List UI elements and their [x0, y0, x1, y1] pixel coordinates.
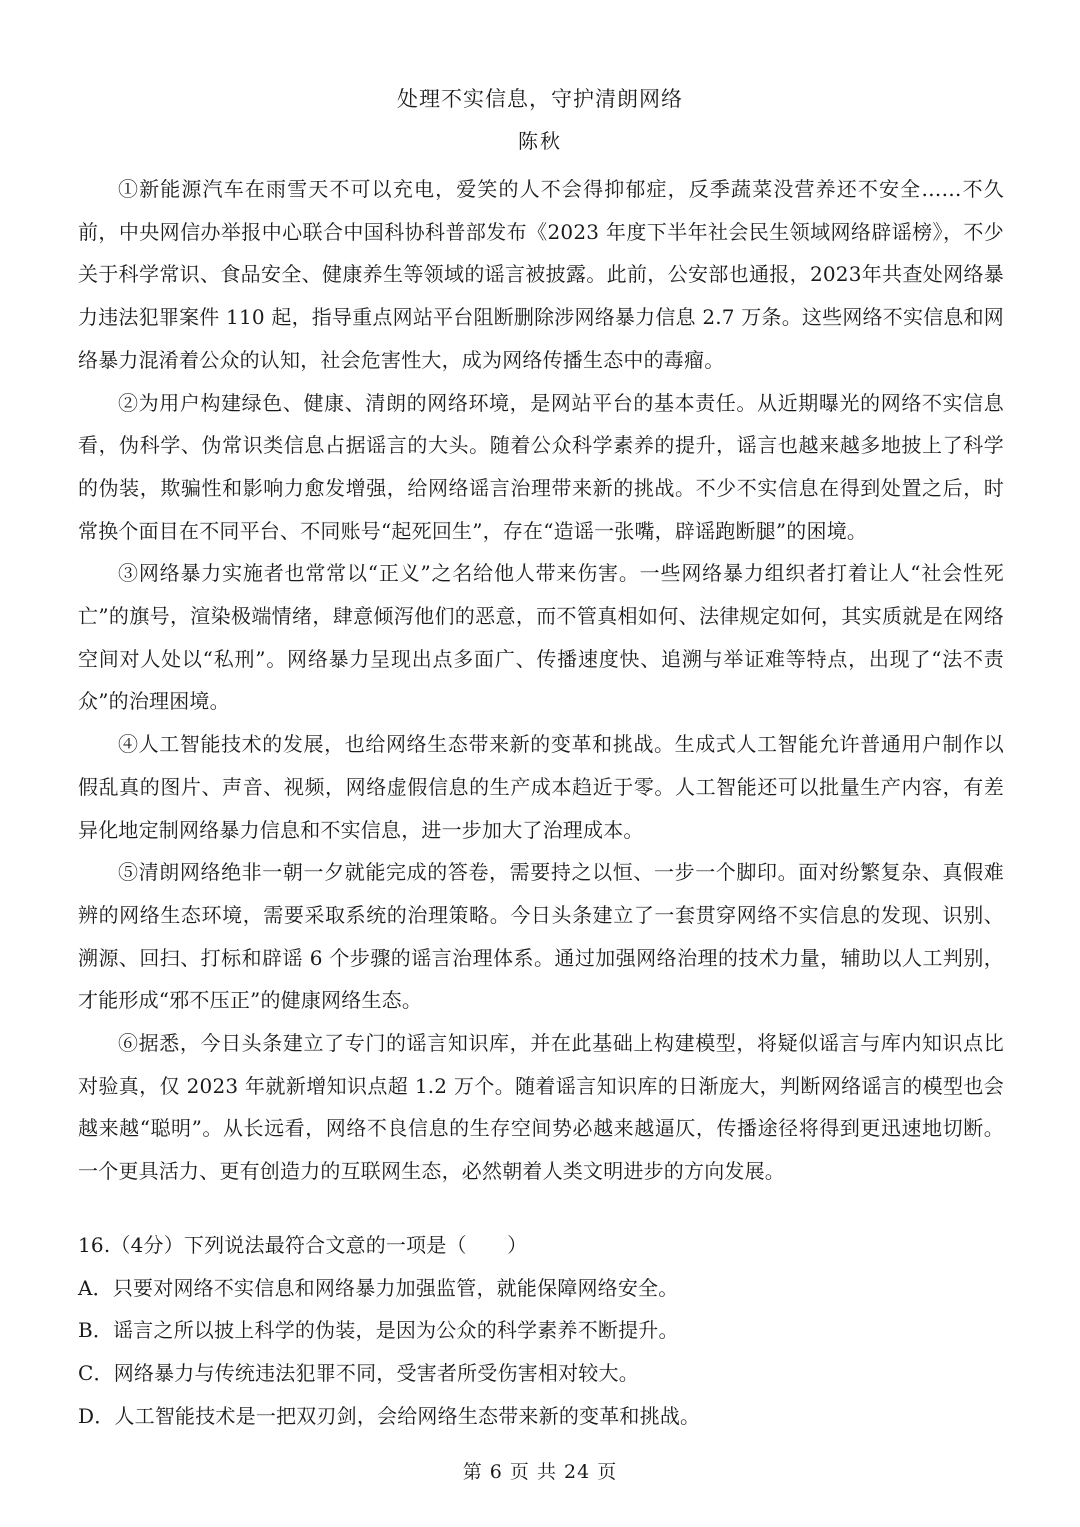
- paragraph-1: ①新能源汽车在雨雪天不可以充电，爱笑的人不会得抑郁症，反季蔬菜没营养还不安全……不久前，中央网信办举报中心联合中国科协科普部发布《2023 年度下半年社会民生领域网络辟谣榜》，不少关于科学常识、食品安全、健康养生等领域的谣言被披露。此前，公安部也通报，2023年共查处网络暴力违法犯罪案件 110 起，指导重点网站平台阻断删除涉网络暴力信息 2.7 万条。这些网络不实信息和网络暴力混淆着公众的认知，社会危害性大，成为网络传播生态中的毒瘤。: [78, 177, 1004, 372]
- article-title: 处理不实信息，守护清朗网络: [397, 87, 683, 111]
- question-16: [78, 1224, 1004, 1438]
- paragraph-6: ⑥据悉，今日头条建立了专门的谣言知识库，并在此基础上构建模型，将疑似谣言与库内知识点比对验真，仅 2023 年就新增知识点超 1.2 万个。随着谣言知识库的日渐庞大，判断网络谣言的模型也会越来越“聪明”。从长远看，网络不良信息的生存空间势必越来越逼仄，传播途径将得到更迅速地切断。一个更具活力、更有创造力的互联网生态，必然朝着人类文明进步的方向发展。: [78, 1031, 1004, 1184]
- article-author: 陈秋: [518, 129, 562, 153]
- paragraph-4: ④人工智能技术的发展，也给网络生态带来新的变革和挑战。生成式人工智能允许普通用户制作以假乱真的图片、声音、视频，网络虚假信息的生产成本趋近于零。人工智能还可以批量生产内容，有差异化地定制网络暴力信息和不实信息，进一步加大了治理成本。: [78, 732, 1004, 842]
- article-body: [78, 168, 1004, 1193]
- page-number: 第 6 页 共 24 页: [462, 1461, 618, 1483]
- paragraph-2: ②为用户构建绿色、健康、清朗的网络环境，是网站平台的基本责任。从近期曝光的网络不实信息看，伪科学、伪常识类信息占据谣言的大头。随着公众科学素养的提升，谣言也越来越多地披上了科学的伪装，欺骗性和影响力愈发增强，给网络谣言治理带来新的挑战。不少不实信息在得到处置之后，时常换个面目在不同平台、不同账号“起死回生”，存在“造谣一张嘴，辟谣跑断腿”的困境。: [78, 390, 1004, 543]
- question-stem: 16.（4分）下列说法最符合文意的一项是（ ）: [78, 1233, 528, 1257]
- paragraph-5: ⑤清朗网络绝非一朝一夕就能完成的答卷，需要持之以恒、一步一个脚印。面对纷繁复杂、真假难辨的网络生态环境，需要采取系统的治理策略。今日头条建立了一套贯穿网络不实信息的发现、识别、溯源、回扫、打标和辟谣 6 个步骤的谣言治理体系。通过加强网络治理的技术力量，辅助以人工判别，才能形成“邪不压正”的健康网络生态。: [78, 860, 1004, 1013]
- option-c: C．网络暴力与传统违法犯罪不同，受害者所受伤害相对较大。: [78, 1361, 639, 1386]
- paragraph-3: ③网络暴力实施者也常常以“正义”之名给他人带来伤害。一些网络暴力组织者打着让人“社会性死亡”的旗号，渲染极端情绪，肆意倾泻他们的恶意，而不管真相如何、法律规定如何，其实质就是在网络空间对人处以“私刑”。网络暴力呈现出点多面广、传播速度快、追溯与举证难等特点，出现了“法不责众”的治理困境。: [78, 561, 1004, 714]
- option-d: D．人工智能技术是一把双刃剑，会给网络生态带来新的变革和挑战。: [78, 1403, 701, 1428]
- option-a: A．只要对网络不实信息和网络暴力加强监管，就能保障网络安全。: [78, 1275, 679, 1300]
- option-b: B．谣言之所以披上科学的伪装，是因为公众的科学素养不断提升。: [78, 1318, 679, 1343]
